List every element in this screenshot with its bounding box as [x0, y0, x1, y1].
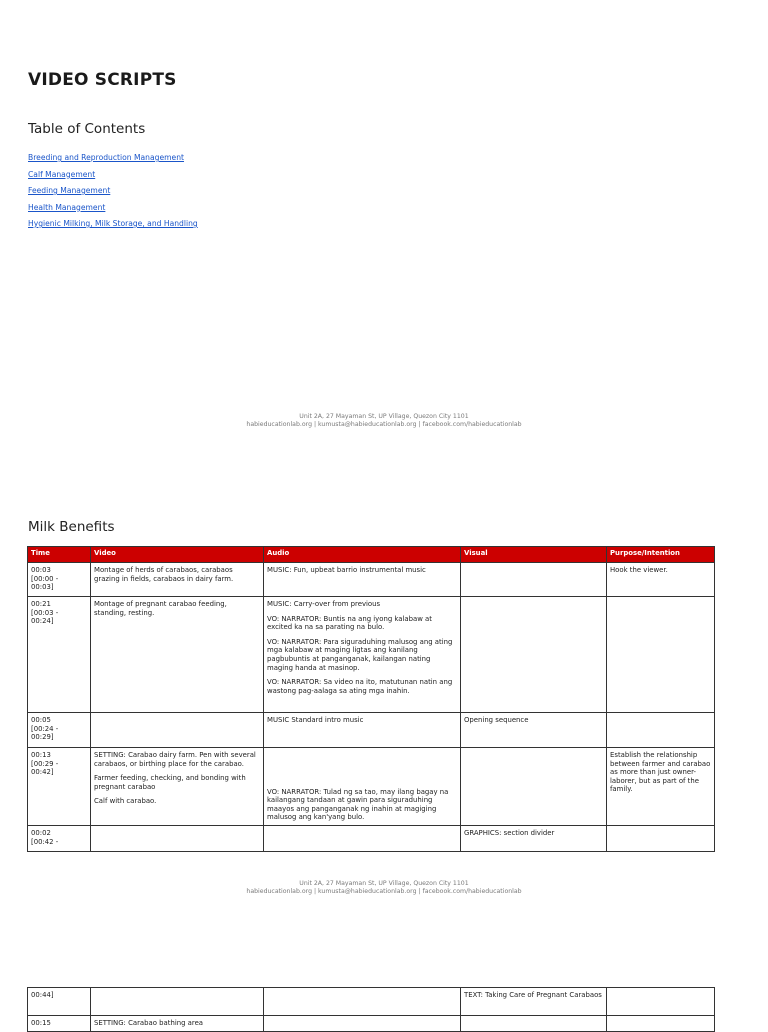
time-cell [28, 713, 91, 748]
video-cell [91, 563, 264, 597]
time-line: [00:00 - [31, 574, 59, 583]
toc-item [28, 216, 198, 233]
cell-paragraph: SETTING: Carabao dairy farm. Pen with several carabaos, or birthing place for the carabao. [94, 751, 256, 768]
video-cell [91, 826, 264, 852]
purpose-cell [607, 988, 715, 1016]
cell-paragraph: VO: NARRATOR: Sa video na ito, matutunan natin ang wastong pag-aalaga sa ating mga inahin. [267, 678, 453, 695]
time-line: 00:15 [31, 1019, 51, 1027]
cell-paragraph: Establish the relationship between farmer and carabao as more than just owner-laborer, but as part of the family. [610, 751, 711, 794]
video-cell [91, 748, 264, 826]
time-line: 00:24] [31, 617, 54, 626]
time-line: 00:05 [31, 716, 51, 724]
toc-item [28, 167, 198, 184]
cell-paragraph: VO: NARRATOR: Tulad ng sa tao, may ilang bagay na kailangang tandaan at gawin para siguraduhing maayos ang panganganak ng inahin at magiging malusog ang kan'yang bulo. [267, 787, 449, 822]
time-line: 00:29] [31, 733, 54, 742]
table-row [28, 826, 715, 852]
video-cell [91, 597, 264, 713]
time-line: [00:29 - [31, 759, 59, 768]
cell-paragraph: MUSIC Standard intro music [267, 716, 364, 724]
cell-paragraph: Opening sequence [464, 716, 529, 724]
table-header-row [28, 547, 715, 563]
toc-heading: Table of Contents [28, 121, 146, 137]
time-line: 00:42] [31, 768, 54, 777]
audio-cell [264, 597, 461, 713]
audio-cell [264, 748, 461, 826]
cell-paragraph: MUSIC: Carry-over from previous [267, 600, 381, 608]
visual-cell [461, 748, 607, 826]
visual-cell [461, 988, 607, 1016]
col-header-purpose: Purpose/Intention [607, 547, 715, 563]
time-line: 00:21 [31, 600, 51, 608]
audio-cell [264, 988, 461, 1016]
cell-paragraph: MUSIC: Fun, upbeat barrio instrumental music [267, 566, 426, 574]
time-line: 00:03] [31, 583, 54, 592]
toc-item [28, 183, 198, 200]
time-line: 00:13 [31, 751, 51, 759]
cell-paragraph: TEXT: Taking Care of Pregnant Carabaos [464, 991, 602, 999]
time-cell [28, 988, 91, 1016]
page-footer [0, 880, 768, 896]
script-table-continued [27, 987, 715, 1032]
visual-cell [461, 713, 607, 748]
footer-contacts: habieducationlab.org | kumusta@habieducationlab.org | facebook.com/habieducationlab [246, 421, 522, 428]
table-row [28, 713, 715, 748]
purpose-cell [607, 748, 715, 826]
toc-item [28, 200, 198, 217]
time-line: [00:42 - [31, 837, 59, 846]
purpose-cell [607, 597, 715, 713]
video-cell [91, 1016, 264, 1032]
col-header-video: Video [91, 547, 264, 563]
script-table [27, 546, 715, 852]
time-line: 00:03 [31, 566, 51, 574]
time-line: 00:02 [31, 829, 51, 837]
col-header-time: Time [28, 547, 91, 563]
col-header-visual: Visual [461, 547, 607, 563]
table-row [28, 597, 715, 713]
purpose-cell [607, 826, 715, 852]
cell-paragraph: Farmer feeding, checking, and bonding with pregnant carabao [94, 774, 246, 791]
cell-paragraph: SETTING: Carabao bathing area [94, 1019, 204, 1027]
toc-link-breeding[interactable]: Breeding and Reproduction Management [28, 153, 185, 162]
time-cell [28, 826, 91, 852]
page-footer [0, 413, 768, 429]
table-row [28, 988, 715, 1016]
footer-contacts: habieducationlab.org | kumusta@habieducationlab.org | facebook.com/habieducationlab [246, 888, 522, 895]
footer-address: Unit 2A, 27 Mayaman St, UP Village, Quezon City 1101 [299, 880, 469, 887]
time-cell [28, 563, 91, 597]
visual-cell [461, 563, 607, 597]
cell-paragraph: GRAPHICS: section divider [464, 829, 555, 837]
time-line: [00:03 - [31, 608, 59, 617]
document-title: VIDEO SCRIPTS [28, 70, 177, 90]
cell-paragraph: Hook the viewer. [610, 566, 668, 574]
time-cell [28, 1016, 91, 1032]
video-cell [91, 988, 264, 1016]
audio-cell [264, 826, 461, 852]
toc-item [28, 150, 198, 167]
audio-cell [264, 563, 461, 597]
video-cell [91, 713, 264, 748]
time-line: 00:44] [31, 991, 54, 999]
time-cell [28, 748, 91, 826]
table-row [28, 1016, 715, 1032]
cell-paragraph: Montage of herds of carabaos, carabaos grazing in fields, carabaos in dairy farm. [94, 566, 234, 583]
cell-paragraph: Calf with carabao. [94, 797, 157, 806]
toc-link-health[interactable]: Health Management [28, 202, 106, 212]
table-row [28, 563, 715, 597]
purpose-cell [607, 563, 715, 597]
footer-address: Unit 2A, 27 Mayaman St, UP Village, Quezon City 1101 [299, 413, 469, 420]
cell-paragraph: Montage of pregnant carabao feeding, standing, resting. [94, 600, 227, 617]
visual-cell [461, 826, 607, 852]
toc-link-feeding[interactable]: Feeding Management [28, 186, 111, 195]
table-of-contents [28, 150, 198, 233]
audio-cell [264, 713, 461, 748]
time-cell [28, 597, 91, 713]
audio-cell [264, 1016, 461, 1032]
visual-cell [461, 597, 607, 713]
purpose-cell [607, 713, 715, 748]
visual-cell [461, 1016, 607, 1032]
table-row [28, 748, 715, 826]
col-header-audio: Audio [264, 547, 461, 563]
section-heading: Milk Benefits [28, 519, 115, 535]
toc-link-hygienic-milking[interactable]: Hygienic Milking, Milk Storage, and Handling [28, 219, 198, 228]
cell-paragraph: VO: NARRATOR: Para siguraduhing malusog ang ating mga kalabaw at maging ligtas ang kanilang pagbubuntis at panganganak, kailangan nating maging handa at masinop. [267, 637, 453, 672]
purpose-cell [607, 1016, 715, 1032]
toc-link-calf[interactable]: Calf Management [28, 169, 96, 179]
cell-paragraph: VO: NARRATOR: Buntis na ang iyong kalabaw at excited ka na sa parating na bulo. [267, 614, 432, 632]
time-line: [00:24 - [31, 724, 59, 733]
